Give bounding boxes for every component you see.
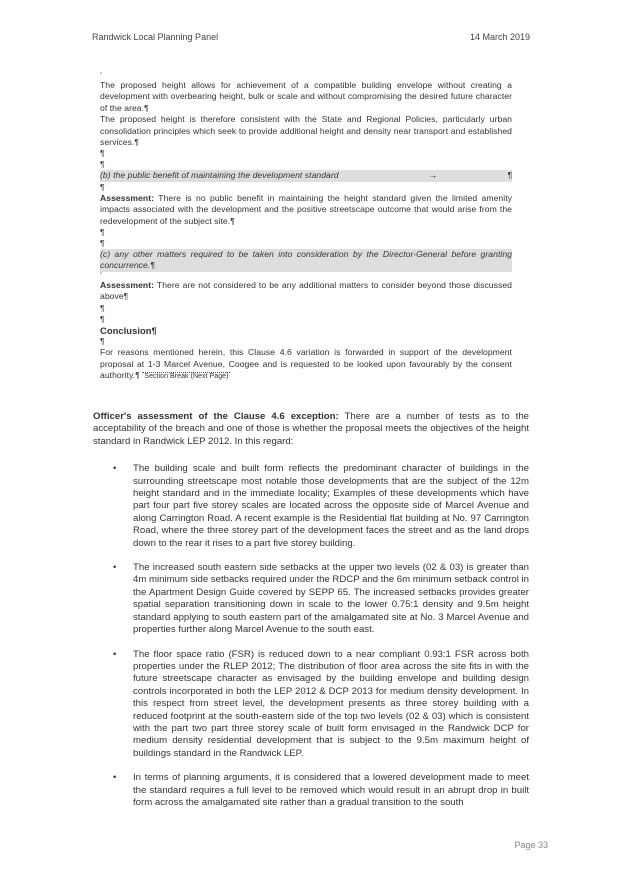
bullet-text: The building scale and built form reflects the predominant character of buildings in the surrounding streetscape most notable those developments that are the subject of the 12m height standard and in the immediate locality; Examples of these developments which have part four part five storey scales are located across the opposite side of Marcel Avenue and along Carrington Road. A recent example is the Residential flat building at No. 97 Carrington Road, where the three storey part of the development faces the street and as the land drops down to the rear it rises to a part five storey building. — [133, 463, 529, 549]
conclusion-text — [100, 347, 512, 382]
pilcrow: ¶ — [100, 181, 105, 192]
officer-assessment — [93, 411, 529, 809]
pilcrow: ¶ — [100, 227, 105, 238]
pilcrow: ¶ — [100, 302, 105, 313]
bullet-icon: • — [113, 463, 117, 475]
assessment-bullets — [93, 463, 529, 809]
assessment-b — [100, 193, 512, 227]
header-title: Randwick Local Planning Panel — [92, 32, 219, 42]
pilcrow: ¶ — [100, 238, 105, 249]
bullet-item — [93, 649, 529, 761]
bullet-text: The floor space ratio (FSR) is reduced down to a near compliant 0.93:1 FSR across both properties under the RLEP 2012; The distribution of floor area across the site fits in with the future streetscape character as envisaged by the building envelope and building design controls incorporated in both the LEP 2012 & DCP 2013 for medium density development. In this respect from street level, the development presents as three storey building with a reduced footprint at the south-eastern side of the top two levels (02 & 03) which is consistent with the part two part three storey scale of built form envisaged in the Randwick DCP for medium density residential development that is subject to the 9.5m maximum height of buildings standard in the Randwick LEP. — [133, 648, 529, 759]
quote-mark: " — [100, 73, 103, 79]
bullet-icon: • — [113, 562, 117, 574]
pilcrow: ¶ — [100, 336, 105, 347]
bullet-text: In terms of planning arguments, it is considered that a lowered development made to meet the standard requires a full level to be removed which would result in an abrupt drop in built form across the amalgamated site rather than a gradual transition to the south — [133, 772, 529, 808]
bullet-icon: • — [113, 648, 117, 660]
assessment-c — [100, 280, 512, 303]
tab-arrow: → — [428, 170, 438, 181]
pilcrow: ¶ — [100, 148, 105, 159]
bullet-item — [93, 463, 529, 550]
embedded-paragraph: The proposed height is therefore consistent with the State and Regional Policies, particularly urban consolidation principles which seek to provide additional height and density near transport and established services.¶ — [100, 114, 512, 148]
embedded-document-excerpt — [100, 72, 512, 382]
pilcrow: ¶ — [100, 313, 105, 324]
assessment-label: Assessment: — [100, 279, 155, 290]
conclusion-body: For reasons mentioned herein, this Clause 4.6 variation is forwarded in support of the development proposal at 1-3 Marcel Avenue, Coogee and is requested to be looked upon favourably by the consent authority.¶ — [100, 347, 512, 380]
criterion-b — [100, 170, 512, 181]
pilcrow: ¶ — [100, 159, 105, 170]
officer-intro — [93, 411, 529, 448]
officer-heading: Officer's assessment of the Clause 4.6 exception: — [93, 411, 339, 422]
officer-intro-text: There are a number of tests as to the acceptability of the breach and one of those is whether the proposal meets the objectives of the height standard in Randwick LEP 2012. In this regard: — [93, 411, 529, 447]
quote-mark: " — [100, 272, 103, 279]
criterion-b-text: (b) the public benefit of maintaining the development standard — [100, 170, 339, 181]
assessment-b-text: There is no public benefit in maintaining the height standard given the limited amenity impacts associated with the development and the positive streetscape outcome that would arise from the redevelopment of the subject site.¶ — [100, 192, 512, 226]
pilcrow: ¶ — [507, 170, 512, 181]
page-number: Page 33 — [514, 840, 548, 850]
conclusion-heading: Conclusion¶ — [100, 324, 157, 336]
section-break: Section Break (Next Page) — [144, 372, 229, 380]
bullet-icon: • — [113, 772, 117, 784]
header-date: 14 March 2019 — [469, 32, 530, 42]
embedded-paragraph: The proposed height allows for achievement of a compatible building envelope without creating a development with overbearing height, bulk or scale and without compromising the desired future character of the area.¶ — [100, 80, 512, 113]
bullet-text: The increased south eastern side setbacks at the upper two levels (02 & 03) is greater than 4m minimum side setbacks required under the RDCP and the 6m minimum setback control in the Apartment Design Guide covered by SEPP 65. The increased setbacks provides greater spatial separation transitioning down in scale to the lower 0.75:1 density and 9.5m height standard applying to south eastern part of the amalgamated site at No. 3 Marcel Avenue and properties further along Marcel Avenue to the south east. — [133, 562, 529, 636]
criterion-c: (c) any other matters required to be taken into consideration by the Director-General before granting concurrence.¶ — [100, 249, 512, 271]
assessment-label: Assessment: — [100, 192, 155, 203]
assessment-c-text: There are not considered to be any additional matters to consider beyond those discussed above¶ — [100, 279, 512, 302]
bullet-item — [93, 772, 529, 809]
bullet-item — [93, 562, 529, 636]
